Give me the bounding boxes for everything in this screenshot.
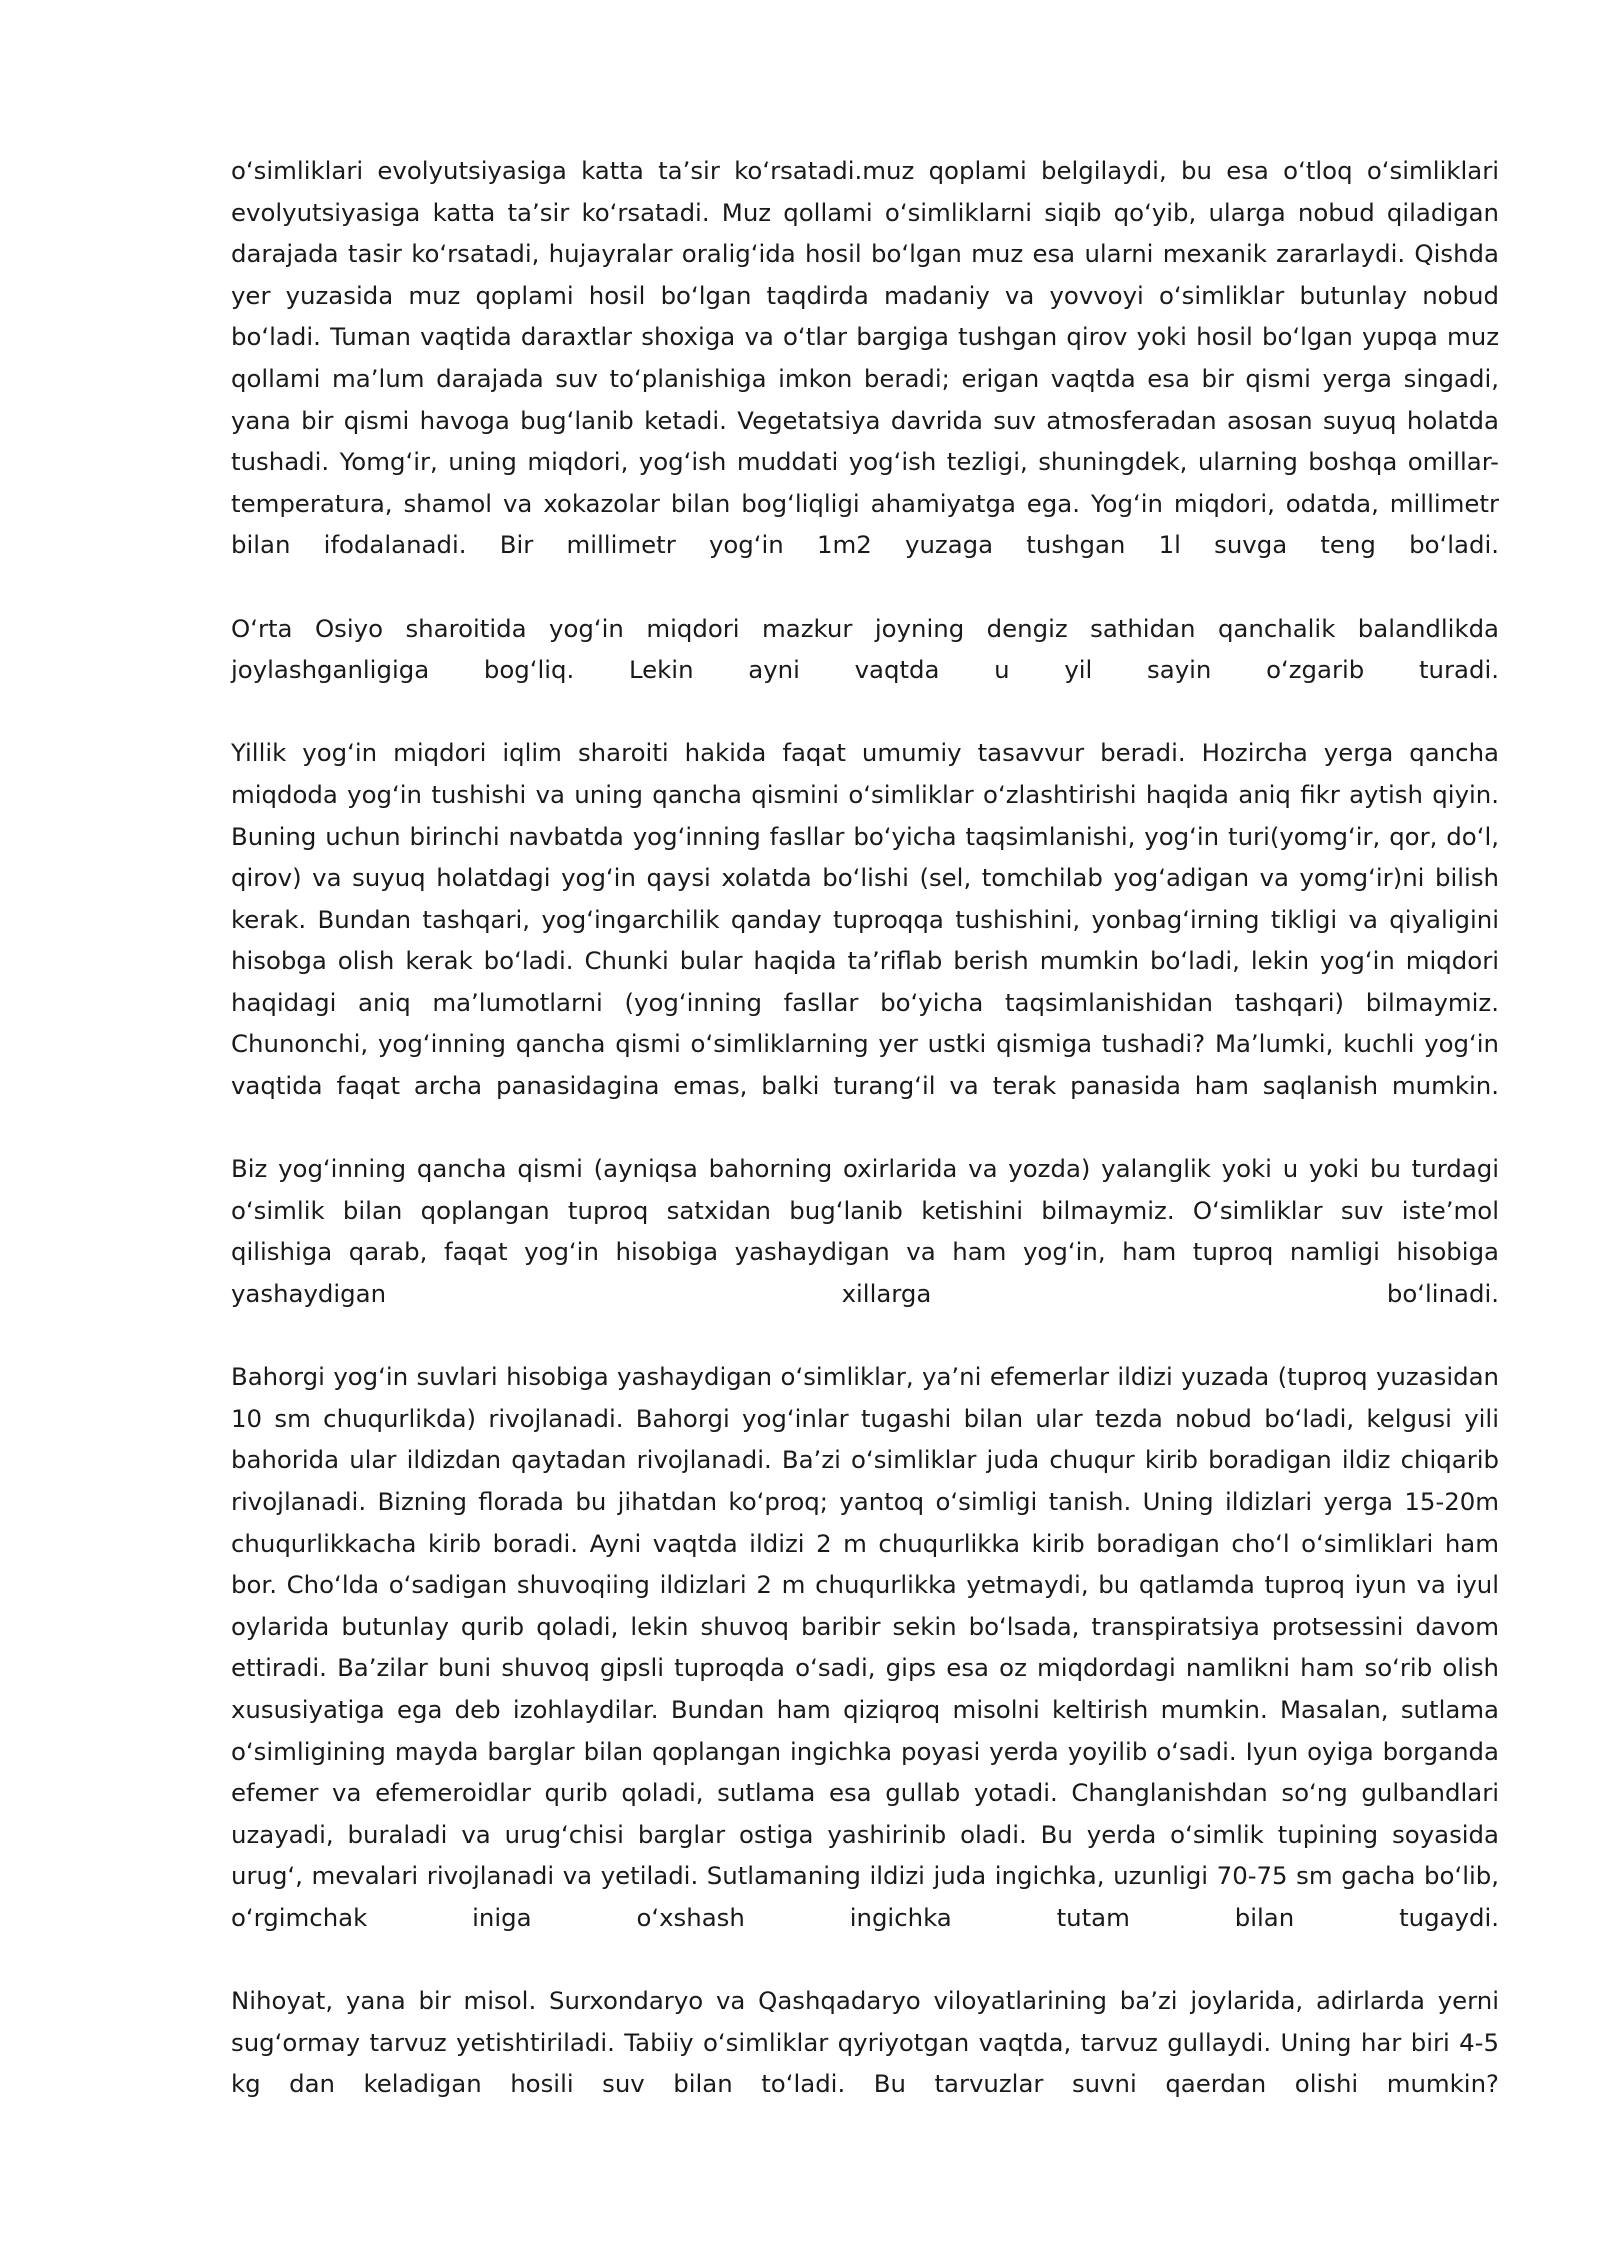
paragraph-3: Yillik yog‘in miqdori iqlim sharoiti hakida faqat umumiy tasavvur beradi. Hozircha yerga qancha miqdoda yog‘in tushishi va uning qancha qismini o‘simliklar o‘zlashtirishi haqida aniq fikr aytish qiyin. Buning uchun birinchi navbatda yog‘inning fasllar bo‘yicha taqsimlanishi, yog‘in turi(yomg‘ir, qor, do‘l, qirov) va suyuq holatdagi yog‘in qaysi xolatda bo‘lishi (sel, tomchilab yog‘adigan va yomg‘ir)ni bilish kerak. Bundan tashqari, yog‘ingarchilik qanday tuproqqa tushishini, yonbag‘irning tikligi va qiyaligini hisobga olish kerak bo‘ladi. Chunki bular haqida ta’riflab berish mumkin bo‘ladi, lekin yog‘in miqdori haqidagi aniq ma’lumotlarni (yog‘inning fasllar bo‘yicha taqsimlanishidan tashqari) bilmaymiz. Chunonchi, yog‘inning qancha qismi o‘simliklarning yer ustki qismiga tushadi? Ma’lumki, kuchli yog‘in vaqtida faqat archa panasidagina emas, balki turang‘il va terak panasida ham saqlanish mumkin. bbox=[231, 738, 1499, 1101]
paragraph-6: Nihoyat, yana bir misol. Surxondaryo va Qashqadaryo viloyatlarining ba’zi joylarida, adirlarda yerni sug‘ormay tarvuz yetishtiriladi. Tabiiy o‘simliklar qyriyotgan vaqtda, tarvuz gullaydi. Uning har biri 4-5 kg dan keladigan hosili suv bilan to‘ladi. Bu tarvuzlar suvni qaerdan olishi mumkin? bbox=[231, 1986, 1499, 2099]
paragraph-2: O‘rta Osiyo sharoitida yog‘in miqdori mazkur joyning dengiz sathidan qanchalik balandlikda joylashganligiga bog‘liq. Lekin ayni vaqtda u yil sayin o‘zgarib turadi. bbox=[231, 613, 1499, 685]
paragraph-1: o‘simliklari evolyutsiyasiga katta ta’sir ko‘rsatadi.muz qoplami belgilaydi, bu esa o‘tloq o‘simliklari evolyutsiyasiga katta ta’sir ko‘rsatadi. Muz qollami o‘simliklarni siqib qo‘yib, ularga nobud qiladigan darajada tasir ko‘rsatadi, hujayralar oralig‘ida hosil bo‘lgan muz esa ularni mexanik zararlaydi. Qishda yer yuzasida muz qoplami hosil bo‘lgan taqdirda madaniy va yovvoyi o‘simliklar butunlay nobud bo‘ladi. Tuman vaqtida daraxtlar shoxiga va o‘tlar bargiga tushgan qirov yoki hosil bo‘lgan yupqa muz qollami ma’lum darajada suv to‘planishiga imkon beradi; erigan vaqtda esa bir qismi yerga singadi, yana bir qismi havoga bug‘lanib ketadi. Vegetatsiya davrida suv atmosferadan asosan suyuq holatda tushadi. Yomg‘ir, uning miqdori, yog‘ish muddati yog‘ish tezligi, shuningdek, ularning boshqa omillar-temperatura, shamol va xokazolar bilan bog‘liqligi ahamiyatga ega. Yog‘in miqdori, odatda, millimetr bilan ifodalanadi. Bir millimetr yog‘in 1m2 yuzaga tushgan 1l suvga teng bo‘ladi. bbox=[231, 156, 1499, 560]
document-body bbox=[231, 150, 1499, 2105]
paragraph-4: Biz yog‘inning qancha qismi (ayniqsa bahorning oxirlarida va yozda) yalanglik yoki u yoki bu turdagi o‘simlik bilan qoplangan tuproq satxidan bug‘lanib ketishini bilmaymiz. O‘simliklar suv iste’mol qilishiga qarab, faqat yog‘in hisobiga yashaydigan va ham yog‘in, ham tuproq namligi hisobiga yashaydigan xillarga bo‘linadi. bbox=[231, 1154, 1499, 1309]
paragraph-5: Bahorgi yog‘in suvlari hisobiga yashaydigan o‘simliklar, ya’ni efemerlar ildizi yuzada (tuproq yuzasidan 10 sm chuqurlikda) rivojlanadi. Bahorgi yog‘inlar tugashi bilan ular tezda nobud bo‘ladi, kelgusi yili bahorida ular ildizdan qaytadan rivojlanadi. Ba’zi o‘simliklar juda chuqur kirib boradigan ildiz chiqarib rivojlanadi. Bizning florada bu jihatdan ko‘proq; yantoq o‘simligi tanish. Uning ildizlari yerga 15-20m chuqurlikkacha kirib boradi. Ayni vaqtda ildizi 2 m chuqurlikka kirib boradigan cho‘l o‘simliklari ham bor. Cho‘lda o‘sadigan shuvoqiing ildizlari 2 m chuqurlikka yetmaydi, bu qatlamda tuproq iyun va iyul oylarida butunlay qurib qoladi, lekin shuvoq baribir sekin bo‘lsada, transpiratsiya protsessini davom ettiradi. Ba’zilar buni shuvoq gipsli tuproqda o‘sadi, gips esa oz miqdordagi namlikni ham so‘rib olish xususiyatiga ega deb izohlaydilar. Bundan ham qiziqroq misolni keltirish mumkin. Masalan, sutlama o‘simligining mayda barglar bilan qoplangan ingichka poyasi yerda yoyilib o‘sadi. Iyun oyiga borganda efemer va efemeroidlar qurib qoladi, sutlama esa gullab yotadi. Changlanishdan so‘ng gulbandlari uzayadi, buraladi va urug‘chisi barglar ostiga yashirinib oladi. Bu yerda o‘simlik tupining soyasida urug‘, mevalari rivojlanadi va yetiladi. Sutlamaning ildizi juda ingichka, uzunligi 70-75 sm gacha bo‘lib, o‘rgimchak iniga o‘xshash ingichka tutam bilan tugaydi. bbox=[231, 1362, 1499, 1932]
